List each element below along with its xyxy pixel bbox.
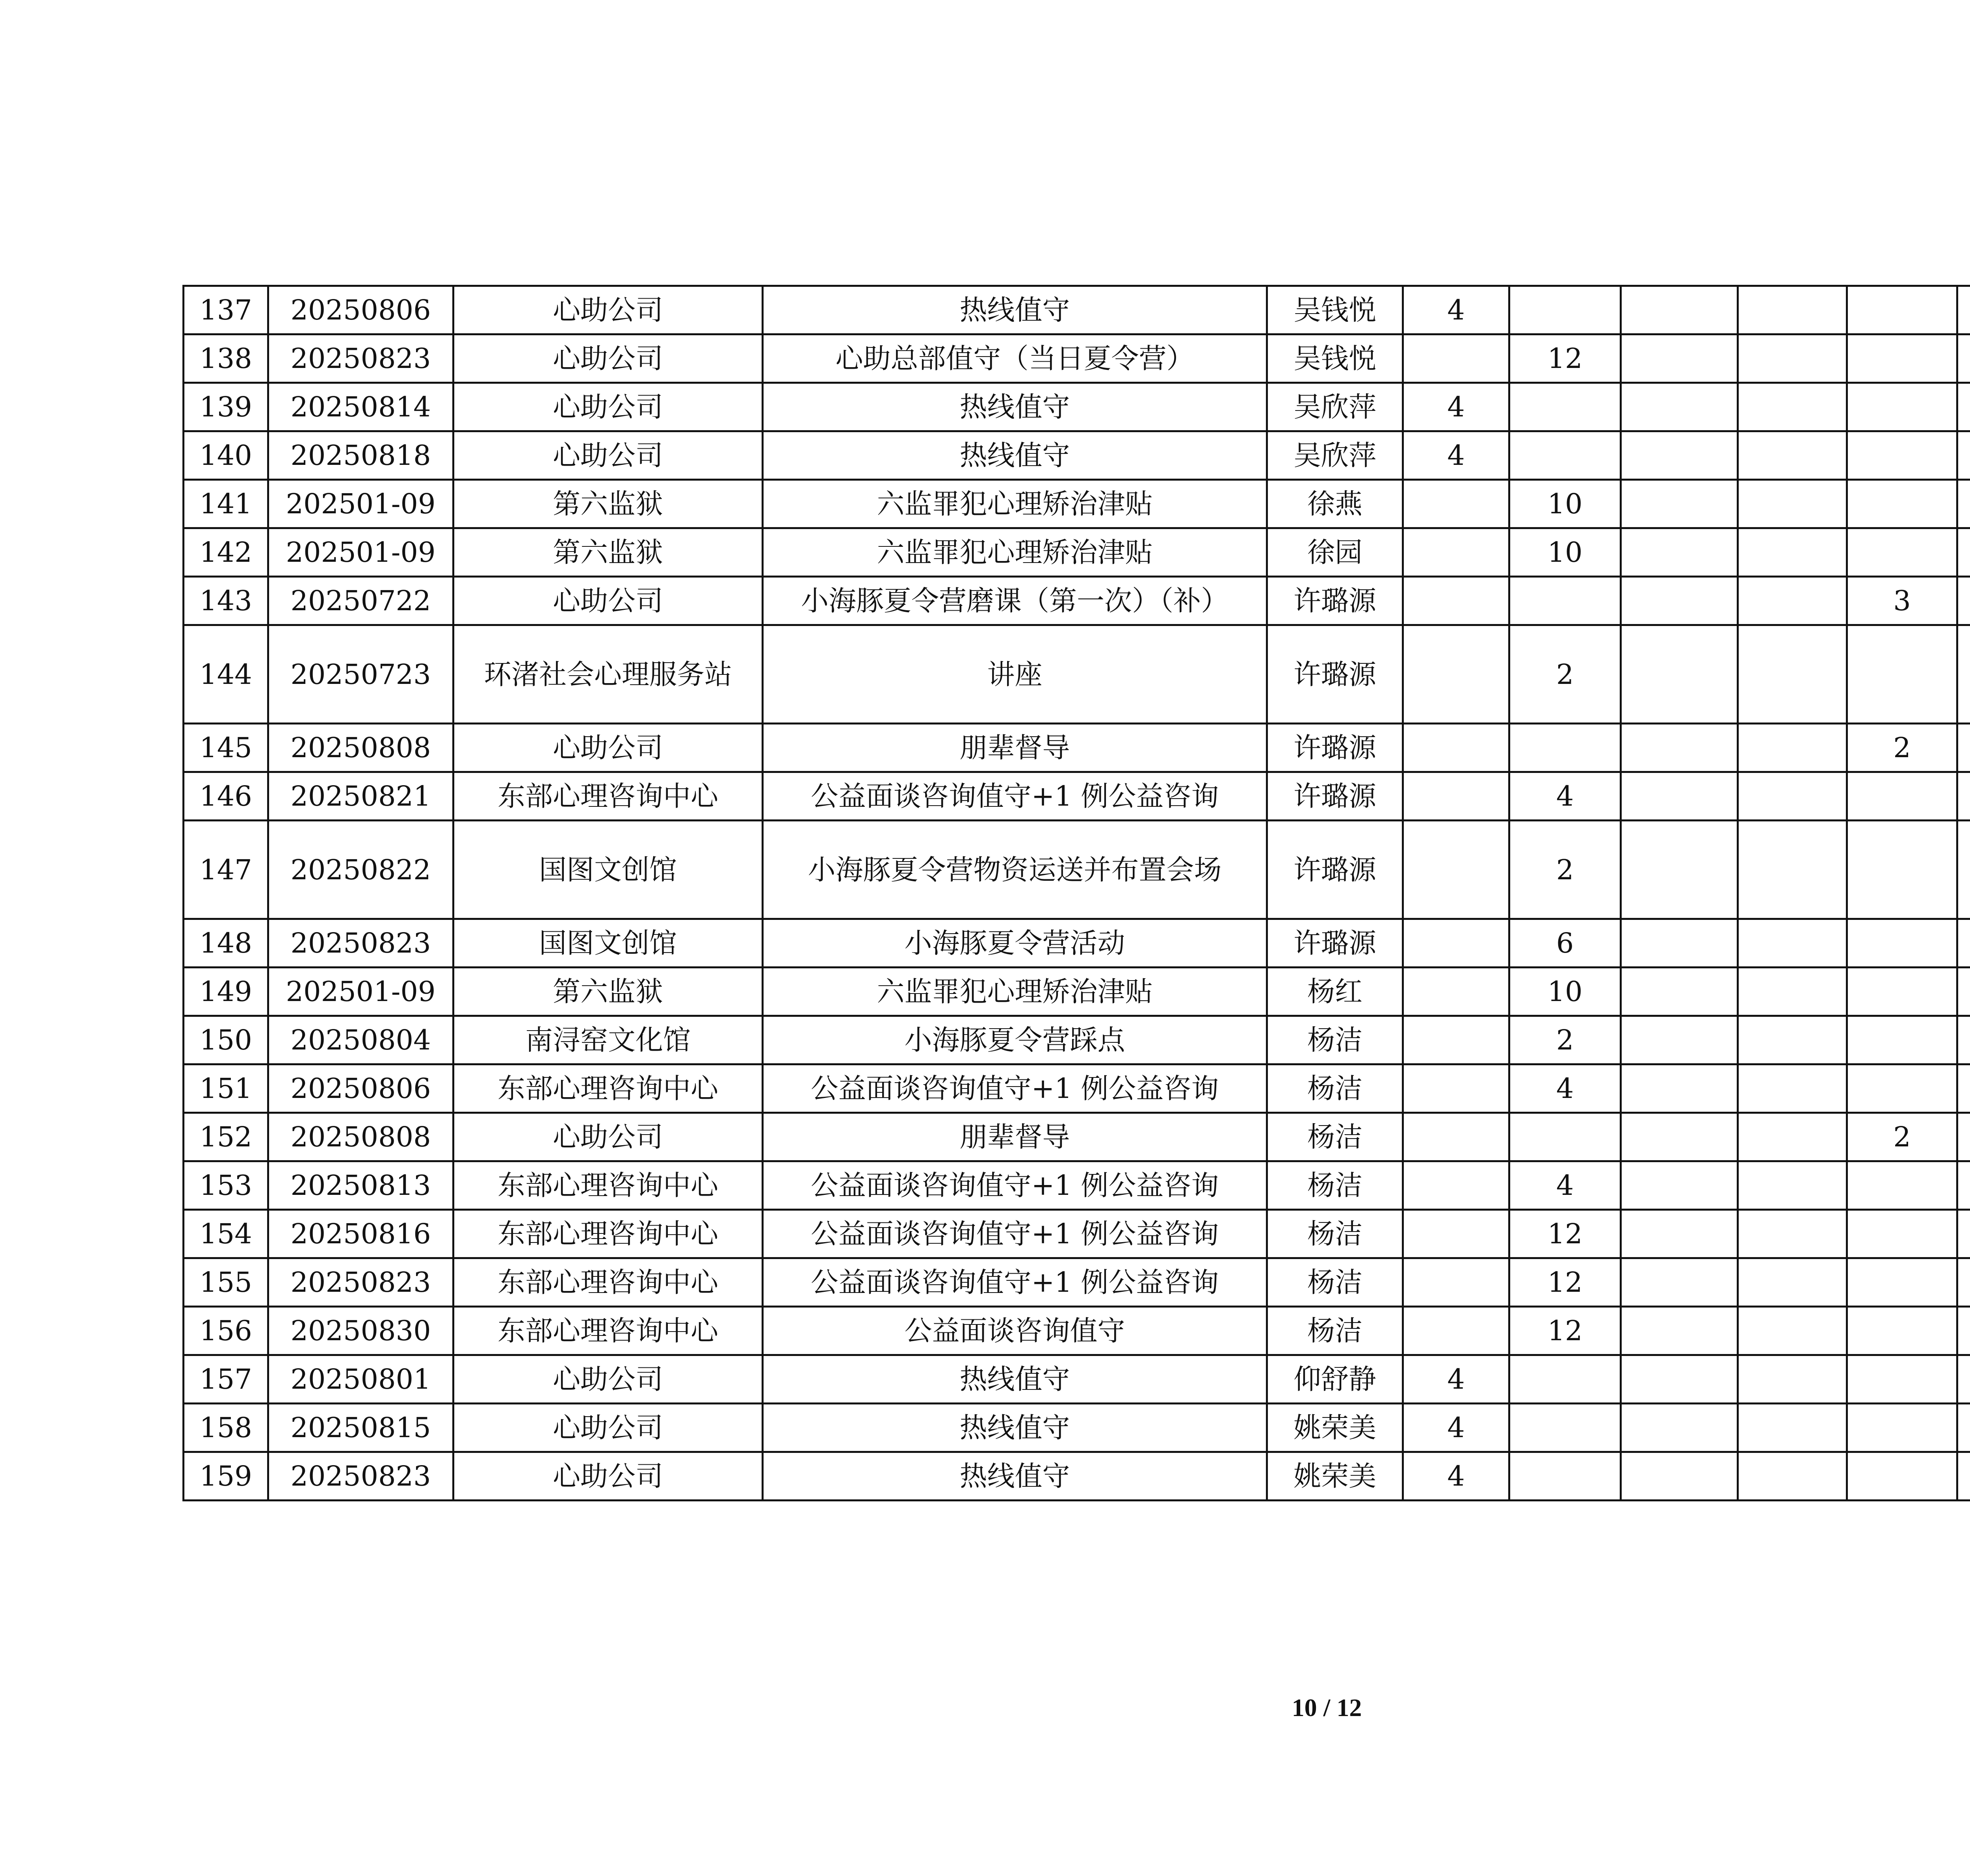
hours-col-3-cell [1621, 1452, 1738, 1501]
table-row [184, 772, 1970, 821]
row-number: 150 [184, 1016, 268, 1064]
table-row [184, 1307, 1970, 1355]
hours-col-2-cell [1509, 383, 1621, 431]
row-number: 151 [184, 1064, 268, 1113]
volunteer-name-cell: 吴欣萍 [1267, 383, 1403, 431]
hours-col-4-cell [1738, 1258, 1847, 1307]
hours-col-6-cell [1957, 919, 1970, 968]
hours-col-6-cell [1957, 1064, 1970, 1113]
table-row [184, 919, 1970, 968]
hours-col-4-cell [1738, 1452, 1847, 1501]
volunteer-name-cell: 吴钱悦 [1267, 286, 1403, 334]
hours-col-4-cell [1738, 480, 1847, 528]
hours-col-4-cell [1738, 1064, 1847, 1113]
hours-col-6-cell [1957, 480, 1970, 528]
hours-col-6-cell [1957, 1210, 1970, 1258]
date-cell: 20250806 [268, 1064, 453, 1113]
hours-col-1-cell [1403, 1016, 1509, 1064]
hours-col-5-cell [1847, 821, 1957, 919]
row-number: 140 [184, 431, 268, 480]
hours-col-4-cell [1738, 334, 1847, 383]
row-number: 143 [184, 577, 268, 625]
volunteer-name-cell: 许璐源 [1267, 919, 1403, 968]
organization-cell: 第六监狱 [453, 968, 763, 1016]
hours-col-6-cell [1957, 431, 1970, 480]
hours-col-2-cell: 2 [1509, 1016, 1621, 1064]
hours-col-4-cell [1738, 724, 1847, 772]
hours-col-4-cell [1738, 1210, 1847, 1258]
hours-col-3-cell [1621, 383, 1738, 431]
hours-col-3-cell [1621, 968, 1738, 1016]
volunteer-name-cell: 吴欣萍 [1267, 431, 1403, 480]
hours-col-1-cell: 4 [1403, 286, 1509, 334]
organization-cell: 南浔窑文化馆 [453, 1016, 763, 1064]
hours-col-2-cell: 6 [1509, 919, 1621, 968]
hours-col-6-cell [1957, 1258, 1970, 1307]
hours-col-2-cell [1509, 1355, 1621, 1404]
hours-col-4-cell [1738, 577, 1847, 625]
date-cell: 20250823 [268, 1258, 453, 1307]
hours-col-5-cell [1847, 1258, 1957, 1307]
organization-cell: 东部心理咨询中心 [453, 1307, 763, 1355]
hours-col-6-cell [1957, 528, 1970, 577]
hours-col-2-cell: 10 [1509, 528, 1621, 577]
hours-col-2-cell [1509, 1452, 1621, 1501]
hours-col-6-cell [1957, 724, 1970, 772]
hours-col-6-cell [1957, 1113, 1970, 1161]
row-number: 139 [184, 383, 268, 431]
row-number: 154 [184, 1210, 268, 1258]
organization-cell: 第六监狱 [453, 480, 763, 528]
hours-col-5-cell: 3 [1847, 577, 1957, 625]
hours-col-5-cell [1847, 383, 1957, 431]
activity-cell: 朋辈督导 [763, 1113, 1267, 1161]
table-row [184, 968, 1970, 1016]
hours-col-1-cell [1403, 772, 1509, 821]
volunteer-name-cell: 徐园 [1267, 528, 1403, 577]
hours-col-6-cell [1957, 772, 1970, 821]
row-number: 149 [184, 968, 268, 1016]
hours-col-3-cell [1621, 286, 1738, 334]
volunteer-name-cell: 徐燕 [1267, 480, 1403, 528]
organization-cell: 心助公司 [453, 1113, 763, 1161]
volunteer-name-cell: 杨洁 [1267, 1161, 1403, 1210]
hours-col-4-cell [1738, 1161, 1847, 1210]
volunteer-name-cell: 许璐源 [1267, 577, 1403, 625]
date-cell: 20250814 [268, 383, 453, 431]
activity-cell: 热线值守 [763, 286, 1267, 334]
table-row [184, 1016, 1970, 1064]
organization-cell: 心助公司 [453, 334, 763, 383]
volunteer-name-cell: 杨洁 [1267, 1064, 1403, 1113]
activity-cell: 热线值守 [763, 1452, 1267, 1501]
hours-col-5-cell [1847, 480, 1957, 528]
hours-col-5-cell [1847, 1307, 1957, 1355]
row-number: 137 [184, 286, 268, 334]
hours-col-3-cell [1621, 431, 1738, 480]
table-row [184, 1210, 1970, 1258]
hours-col-5-cell: 2 [1847, 724, 1957, 772]
volunteer-hours-table [182, 285, 1970, 1501]
hours-col-4-cell [1738, 1113, 1847, 1161]
hours-col-1-cell [1403, 724, 1509, 772]
hours-col-4-cell [1738, 821, 1847, 919]
hours-col-2-cell: 2 [1509, 625, 1621, 724]
hours-col-6-cell [1957, 1404, 1970, 1452]
organization-cell: 第六监狱 [453, 528, 763, 577]
date-cell: 20250813 [268, 1161, 453, 1210]
hours-col-1-cell [1403, 334, 1509, 383]
hours-col-3-cell [1621, 1404, 1738, 1452]
date-cell: 20250804 [268, 1016, 453, 1064]
hours-col-4-cell [1738, 919, 1847, 968]
hours-col-5-cell: 2 [1847, 1113, 1957, 1161]
row-number: 157 [184, 1355, 268, 1404]
date-cell: 20250822 [268, 821, 453, 919]
volunteer-name-cell: 杨洁 [1267, 1016, 1403, 1064]
hours-col-5-cell [1847, 1355, 1957, 1404]
hours-col-2-cell: 4 [1509, 1064, 1621, 1113]
hours-col-1-cell [1403, 1064, 1509, 1113]
hours-col-6-cell [1957, 1161, 1970, 1210]
table-row [184, 431, 1970, 480]
hours-col-4-cell [1738, 431, 1847, 480]
organization-cell: 心助公司 [453, 383, 763, 431]
hours-col-5-cell [1847, 919, 1957, 968]
hours-col-2-cell [1509, 577, 1621, 625]
hours-col-2-cell [1509, 724, 1621, 772]
hours-col-3-cell [1621, 480, 1738, 528]
volunteer-name-cell: 杨红 [1267, 968, 1403, 1016]
hours-col-5-cell [1847, 334, 1957, 383]
hours-col-6-cell [1957, 1307, 1970, 1355]
organization-cell: 心助公司 [453, 724, 763, 772]
table-row [184, 577, 1970, 625]
table-row [184, 1355, 1970, 1404]
hours-col-5-cell [1847, 772, 1957, 821]
table-row [184, 1064, 1970, 1113]
date-cell: 20250830 [268, 1307, 453, 1355]
row-number: 159 [184, 1452, 268, 1501]
hours-col-6-cell [1957, 383, 1970, 431]
hours-col-3-cell [1621, 1355, 1738, 1404]
table-row [184, 625, 1970, 724]
hours-col-5-cell [1847, 1064, 1957, 1113]
hours-col-6-cell [1957, 1016, 1970, 1064]
table-row [184, 286, 1970, 334]
row-number: 156 [184, 1307, 268, 1355]
date-cell: 20250816 [268, 1210, 453, 1258]
volunteer-name-cell: 吴钱悦 [1267, 334, 1403, 383]
hours-col-2-cell [1509, 1404, 1621, 1452]
row-number: 153 [184, 1161, 268, 1210]
activity-cell: 小海豚夏令营踩点 [763, 1016, 1267, 1064]
table-row [184, 1404, 1970, 1452]
hours-col-4-cell [1738, 1355, 1847, 1404]
volunteer-name-cell: 姚荣美 [1267, 1452, 1403, 1501]
hours-col-1-cell: 4 [1403, 1452, 1509, 1501]
hours-col-1-cell [1403, 577, 1509, 625]
hours-col-5-cell [1847, 528, 1957, 577]
organization-cell: 东部心理咨询中心 [453, 1210, 763, 1258]
hours-col-5-cell [1847, 968, 1957, 1016]
activity-cell: 热线值守 [763, 1404, 1267, 1452]
activity-cell: 热线值守 [763, 431, 1267, 480]
hours-col-5-cell [1847, 1016, 1957, 1064]
activity-cell: 热线值守 [763, 383, 1267, 431]
hours-col-6-cell [1957, 968, 1970, 1016]
volunteer-name-cell: 杨洁 [1267, 1307, 1403, 1355]
hours-col-2-cell [1509, 1113, 1621, 1161]
hours-col-3-cell [1621, 1307, 1738, 1355]
date-cell: 20250723 [268, 625, 453, 724]
activity-cell: 公益面谈咨询值守+1 例公益咨询 [763, 1064, 1267, 1113]
hours-col-3-cell [1621, 1258, 1738, 1307]
hours-col-1-cell [1403, 1258, 1509, 1307]
hours-col-3-cell [1621, 577, 1738, 625]
table-row [184, 528, 1970, 577]
table-row [184, 1161, 1970, 1210]
table-row [184, 1258, 1970, 1307]
hours-col-5-cell [1847, 431, 1957, 480]
table-row [184, 1113, 1970, 1161]
row-number: 155 [184, 1258, 268, 1307]
hours-col-4-cell [1738, 772, 1847, 821]
hours-col-2-cell: 4 [1509, 772, 1621, 821]
hours-col-1-cell [1403, 919, 1509, 968]
activity-cell: 公益面谈咨询值守+1 例公益咨询 [763, 772, 1267, 821]
hours-col-5-cell [1847, 286, 1957, 334]
organization-cell: 国图文创馆 [453, 919, 763, 968]
hours-col-3-cell [1621, 334, 1738, 383]
hours-col-4-cell [1738, 1307, 1847, 1355]
table-row [184, 1452, 1970, 1501]
hours-col-3-cell [1621, 625, 1738, 724]
hours-col-2-cell: 10 [1509, 480, 1621, 528]
volunteer-name-cell: 仰舒静 [1267, 1355, 1403, 1404]
hours-col-2-cell [1509, 286, 1621, 334]
hours-col-1-cell: 4 [1403, 383, 1509, 431]
row-number: 147 [184, 821, 268, 919]
activity-cell: 公益面谈咨询值守+1 例公益咨询 [763, 1258, 1267, 1307]
hours-col-4-cell [1738, 286, 1847, 334]
hours-col-5-cell [1847, 1161, 1957, 1210]
hours-col-1-cell [1403, 968, 1509, 1016]
date-cell: 20250808 [268, 724, 453, 772]
date-cell: 20250808 [268, 1113, 453, 1161]
activity-cell: 六监罪犯心理矫治津贴 [763, 480, 1267, 528]
hours-col-1-cell [1403, 625, 1509, 724]
hours-col-3-cell [1621, 1064, 1738, 1113]
table-row [184, 480, 1970, 528]
hours-col-1-cell [1403, 528, 1509, 577]
row-number: 138 [184, 334, 268, 383]
volunteer-name-cell: 杨洁 [1267, 1113, 1403, 1161]
activity-cell: 六监罪犯心理矫治津贴 [763, 968, 1267, 1016]
hours-col-4-cell [1738, 383, 1847, 431]
hours-col-1-cell [1403, 821, 1509, 919]
volunteer-name-cell: 姚荣美 [1267, 1404, 1403, 1452]
table-row [184, 821, 1970, 919]
date-cell: 20250818 [268, 431, 453, 480]
row-number: 158 [184, 1404, 268, 1452]
row-number: 152 [184, 1113, 268, 1161]
activity-cell: 公益面谈咨询值守+1 例公益咨询 [763, 1210, 1267, 1258]
activity-cell: 朋辈督导 [763, 724, 1267, 772]
organization-cell: 东部心理咨询中心 [453, 1161, 763, 1210]
date-cell: 20250806 [268, 286, 453, 334]
date-cell: 202501-09 [268, 480, 453, 528]
organization-cell: 东部心理咨询中心 [453, 1064, 763, 1113]
organization-cell: 心助公司 [453, 1355, 763, 1404]
hours-col-6-cell [1957, 577, 1970, 625]
hours-col-6-cell [1957, 625, 1970, 724]
table-row [184, 724, 1970, 772]
hours-col-5-cell [1847, 1404, 1957, 1452]
hours-col-3-cell [1621, 1113, 1738, 1161]
hours-col-2-cell: 4 [1509, 1161, 1621, 1210]
date-cell: 20250722 [268, 577, 453, 625]
hours-col-1-cell: 4 [1403, 431, 1509, 480]
table-row [184, 383, 1970, 431]
hours-col-1-cell: 4 [1403, 1404, 1509, 1452]
hours-col-6-cell [1957, 286, 1970, 334]
activity-cell: 小海豚夏令营磨课（第一次）（补） [763, 577, 1267, 625]
row-number: 141 [184, 480, 268, 528]
volunteer-name-cell: 杨洁 [1267, 1258, 1403, 1307]
hours-col-6-cell [1957, 1355, 1970, 1404]
volunteer-name-cell: 许璐源 [1267, 821, 1403, 919]
date-cell: 20250801 [268, 1355, 453, 1404]
date-cell: 20250815 [268, 1404, 453, 1452]
hours-col-5-cell [1847, 1210, 1957, 1258]
organization-cell: 国图文创馆 [453, 821, 763, 919]
hours-col-3-cell [1621, 1016, 1738, 1064]
hours-col-3-cell [1621, 821, 1738, 919]
hours-col-6-cell [1957, 334, 1970, 383]
organization-cell: 环渚社会心理服务站 [453, 625, 763, 724]
hours-col-6-cell [1957, 821, 1970, 919]
row-number: 148 [184, 919, 268, 968]
hours-col-4-cell [1738, 1016, 1847, 1064]
volunteer-name-cell: 许璐源 [1267, 772, 1403, 821]
date-cell: 202501-09 [268, 528, 453, 577]
activity-cell: 讲座 [763, 625, 1267, 724]
organization-cell: 东部心理咨询中心 [453, 772, 763, 821]
activity-cell: 小海豚夏令营物资运送并布置会场 [763, 821, 1267, 919]
organization-cell: 东部心理咨询中心 [453, 1258, 763, 1307]
hours-col-3-cell [1621, 528, 1738, 577]
hours-col-1-cell: 4 [1403, 1355, 1509, 1404]
row-number: 145 [184, 724, 268, 772]
volunteer-name-cell: 杨洁 [1267, 1210, 1403, 1258]
hours-col-1-cell [1403, 480, 1509, 528]
date-cell: 20250823 [268, 919, 453, 968]
hours-col-4-cell [1738, 968, 1847, 1016]
activity-cell: 六监罪犯心理矫治津贴 [763, 528, 1267, 577]
hours-col-6-cell [1957, 1452, 1970, 1501]
hours-col-2-cell: 10 [1509, 968, 1621, 1016]
hours-col-1-cell [1403, 1113, 1509, 1161]
hours-col-2-cell: 2 [1509, 821, 1621, 919]
hours-col-4-cell [1738, 1404, 1847, 1452]
hours-col-2-cell [1509, 431, 1621, 480]
hours-col-2-cell: 12 [1509, 1307, 1621, 1355]
activity-cell: 公益面谈咨询值守+1 例公益咨询 [763, 1161, 1267, 1210]
row-number: 142 [184, 528, 268, 577]
hours-col-3-cell [1621, 1161, 1738, 1210]
activity-cell: 小海豚夏令营活动 [763, 919, 1267, 968]
organization-cell: 心助公司 [453, 431, 763, 480]
hours-col-3-cell [1621, 724, 1738, 772]
hours-col-3-cell [1621, 1210, 1738, 1258]
hours-col-5-cell [1847, 1452, 1957, 1501]
volunteer-name-cell: 许璐源 [1267, 724, 1403, 772]
table-body [184, 286, 1970, 1501]
date-cell: 20250823 [268, 1452, 453, 1501]
hours-col-1-cell [1403, 1307, 1509, 1355]
hours-col-1-cell [1403, 1161, 1509, 1210]
organization-cell: 心助公司 [453, 1452, 763, 1501]
page-number: 10 / 12 [1292, 1694, 1362, 1722]
hours-col-2-cell: 12 [1509, 334, 1621, 383]
hours-col-3-cell [1621, 772, 1738, 821]
date-cell: 202501-09 [268, 968, 453, 1016]
table-row [184, 334, 1970, 383]
organization-cell: 心助公司 [453, 577, 763, 625]
hours-col-4-cell [1738, 625, 1847, 724]
activity-cell: 心助总部值守（当日夏令营） [763, 334, 1267, 383]
row-number: 146 [184, 772, 268, 821]
hours-col-4-cell [1738, 528, 1847, 577]
organization-cell: 心助公司 [453, 1404, 763, 1452]
volunteer-name-cell: 许璐源 [1267, 625, 1403, 724]
hours-col-2-cell: 12 [1509, 1258, 1621, 1307]
date-cell: 20250821 [268, 772, 453, 821]
activity-cell: 热线值守 [763, 1355, 1267, 1404]
row-number: 144 [184, 625, 268, 724]
hours-col-2-cell: 12 [1509, 1210, 1621, 1258]
hours-col-5-cell [1847, 625, 1957, 724]
hours-col-3-cell [1621, 919, 1738, 968]
activity-cell: 公益面谈咨询值守 [763, 1307, 1267, 1355]
date-cell: 20250823 [268, 334, 453, 383]
organization-cell: 心助公司 [453, 286, 763, 334]
hours-col-1-cell [1403, 1210, 1509, 1258]
